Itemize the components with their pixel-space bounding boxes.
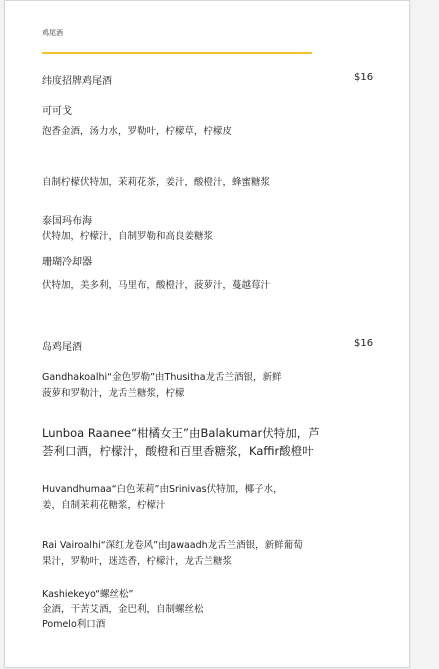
- menu-item-line: 果汁，罗勒叶，迷迭香，柠檬汁，龙舌兰糖浆: [42, 556, 233, 567]
- menu-page: [4, 0, 410, 668]
- menu-item-line: Lunboa Raanee“柑橘女王”由Balakumar伏特加，芦: [42, 426, 320, 440]
- menu-item-name: 可可戈: [42, 106, 72, 117]
- menu-item-name: 泰国玛布海: [42, 216, 92, 227]
- menu-item-desc: 自制柠檬伏特加，茉莉花茶，姜汁，酸橙汁，蜂蜜糖浆: [42, 177, 271, 188]
- section-title-island: 岛鸡尾酒: [42, 342, 82, 353]
- section-price-signature: $16: [354, 72, 374, 83]
- menu-item-line: 姜，自制茉莉花糖浆，柠檬汁: [42, 500, 166, 511]
- menu-item-desc: 泡香金酒，汤力水，罗勒叶，柠檬草，柠檬皮: [42, 126, 233, 137]
- gold-divider: [42, 52, 312, 54]
- menu-item-line: Huvandhumaa“白色茉莉”由Srinivas伏特加，椰子水，: [42, 484, 283, 495]
- menu-item-line: Rai Vairoalhi“深红龙卷风”由Jawaadh龙舌兰酒银，新鲜葡萄: [42, 540, 303, 551]
- menu-item-line: 荟利口酒，柠檬汁，酸橙和百里香糖浆，Kaffir酸橙叶: [42, 444, 314, 458]
- menu-item: [42, 587, 342, 632]
- menu-tag: 鸡尾酒: [42, 29, 63, 37]
- menu-item-line: 菠萝和罗勒汁，龙舌兰糖浆，柠檬: [42, 388, 185, 399]
- menu-item: [42, 370, 342, 402]
- menu-item-desc: 伏特加，美多利，马里布，酸橙汁，菠萝汁，蔓越莓汁: [42, 280, 271, 291]
- menu-item-line: Kashiekeyo“螺丝松”: [42, 589, 134, 600]
- menu-item: [42, 482, 342, 514]
- menu-item-desc: 伏特加，柠檬汁，自制罗勒和高良姜糖浆: [42, 231, 214, 242]
- menu-item: [42, 424, 342, 460]
- menu-item-name: 珊瑚冷却器: [42, 257, 92, 268]
- menu-item-line: Gandhakoalhi“金色罗勒”由Thusitha龙舌兰酒银，新鲜: [42, 372, 282, 383]
- section-title-signature: 纬度招牌鸡尾酒: [42, 76, 112, 87]
- section-price-island: $16: [354, 338, 374, 349]
- menu-item-line: Pomelo利口酒: [42, 619, 106, 630]
- menu-item-line: 金酒，干苦艾酒，金巴利，自制螺丝松: [42, 604, 204, 615]
- menu-item: [42, 538, 342, 570]
